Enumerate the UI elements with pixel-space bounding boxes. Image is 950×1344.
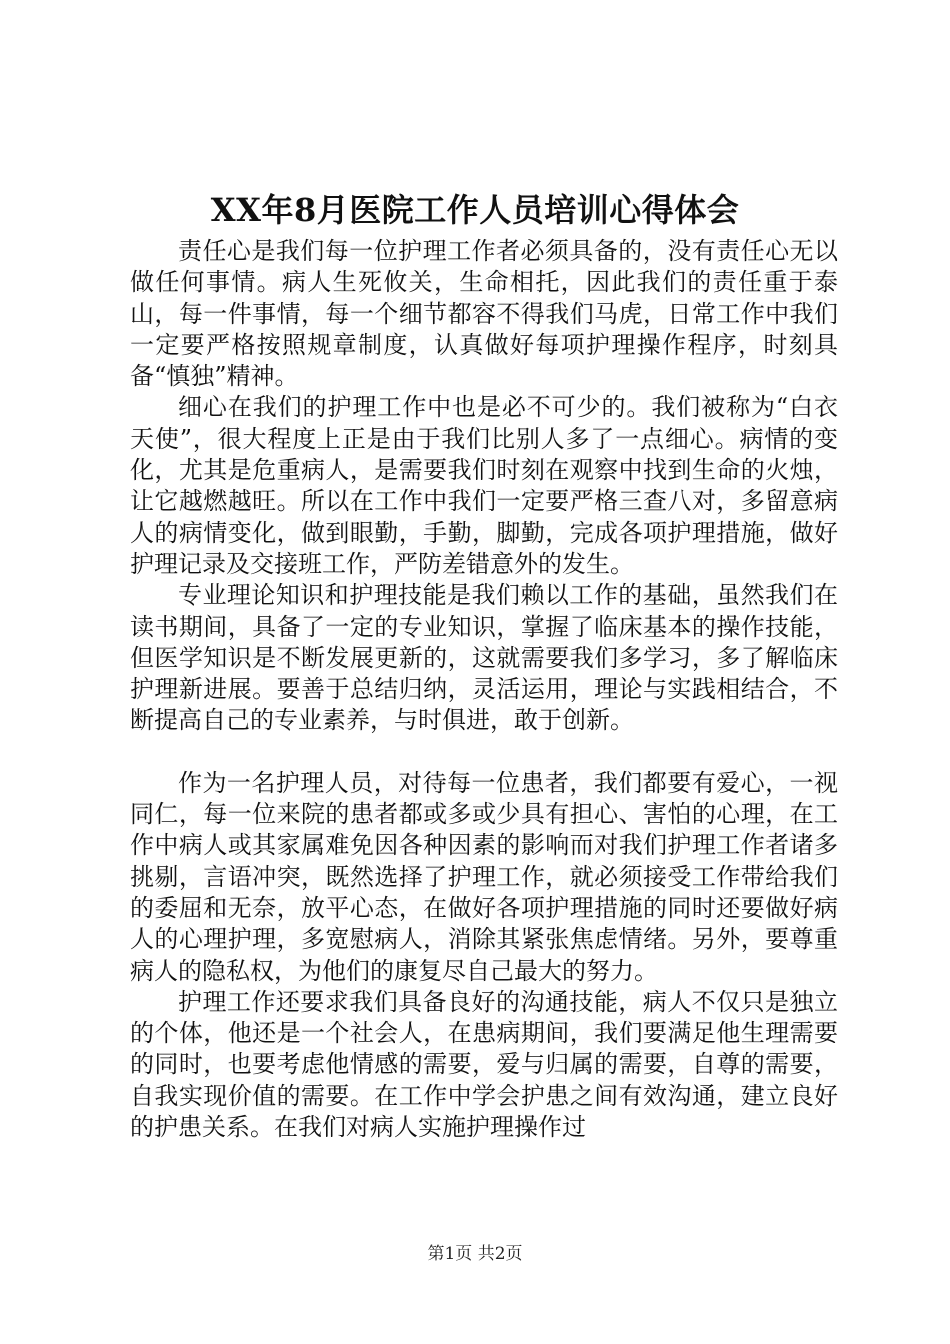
paragraph-communication: 护理工作还要求我们具备良好的沟通技能，病人不仅只是独立的个体，他还是一个社会人，在患病期间，我们要满足他生理需要的同时，也要考虑他情感的需要，爱与归属的需要，自尊的需要，自我实现价值的需要。在工作中学会护患之间有效沟通，建立良好的护患关系。在我们对病人实施护理操作过: [130, 987, 838, 1142]
paragraph-responsibility: 责任心是我们每一位护理工作者必须具备的，没有责任心无以做任何事情。病人生死攸关，生命相托，因此我们的责任重于泰山，每一件事情，每一个细节都容不得我们马虎，日常工作中我们一定要严格按照规章制度，认真做好每项护理操作程序，时刻具备“慎独”精神。: [130, 237, 838, 391]
paragraph-compassion: 作为一名护理人员，对待每一位患者，我们都要有爱心，一视同仁，每一位来院的患者都或多或少具有担心、害怕的心理，在工作中病人或其家属难免因各种因素的影响而对我们护理工作者诸多挑剔，言语冲突，既然选择了护理工作，就必须接受工作带给我们的委屈和无奈，放平心态，在做好各项护理措施的同时还要做好病人的心理护理，多宽慰病人，消除其紧张焦虑情绪。另外，要尊重病人的隐私权，为他们的康复尽自己最大的努力。: [130, 768, 838, 985]
page-number-footer: 第1页 共2页: [427, 1244, 523, 1264]
paragraph-professional-knowledge: 专业理论知识和护理技能是我们赖以工作的基础，虽然我们在读书期间，具备了一定的专业知识，掌握了临床基本的操作技能，但医学知识是不断发展更新的，这就需要我们多学习，多了解临床护理新进展。要善于总结归纳，灵活运用，理论与实践相结合，不断提高自己的专业素养，与时俱进，敢于创新。: [130, 581, 838, 735]
document-title: XX年8月医院工作人员培训心得体会: [210, 191, 740, 229]
document-body: [130, 236, 838, 1143]
paragraph-carefulness: 细心在我们的护理工作中也是必不可少的。我们被称为“白衣天使”，很大程度上正是由于我们比别人多了一点细心。病情的变化，尤其是危重病人，是需要我们时刻在观察中找到生命的火烛，让它越燃越旺。所以在工作中我们一定要严格三查八对，多留意病人的病情变化，做到眼勤，手勤，脚勤，完成各项护理措施，做好护理记录及交接班工作，严防差错意外的发生。: [130, 393, 838, 578]
